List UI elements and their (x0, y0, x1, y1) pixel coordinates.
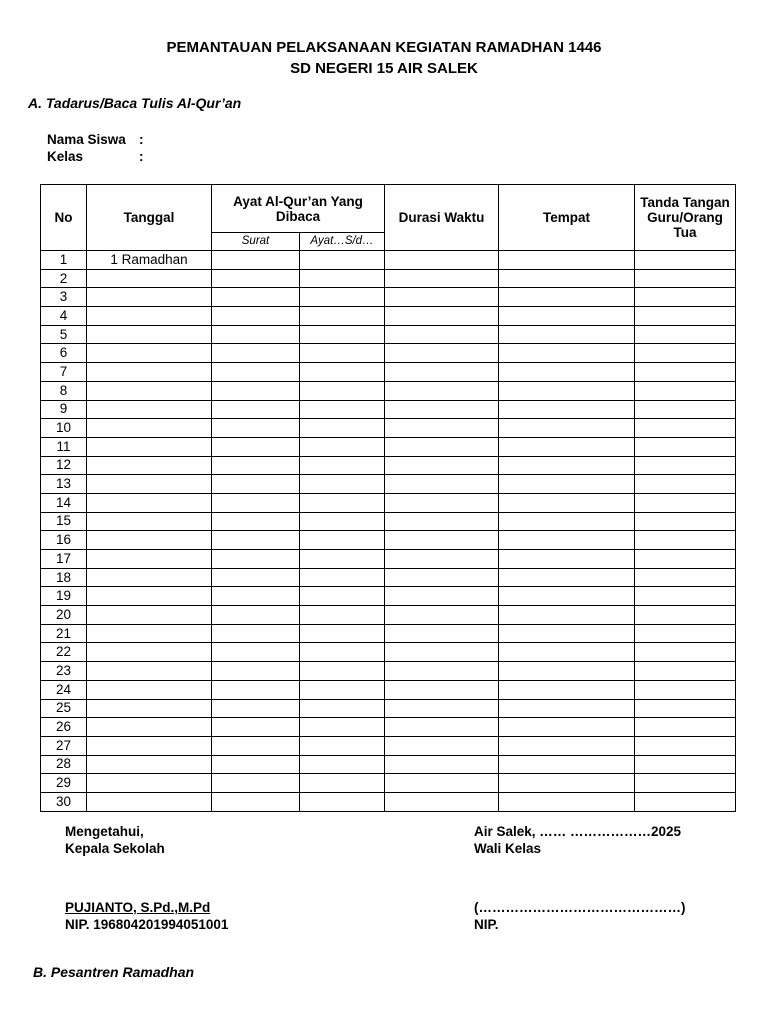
row-durasi-cell (385, 792, 499, 811)
row-durasi-cell (385, 755, 499, 774)
header-tempat: Tempat (499, 185, 635, 251)
row-date (87, 475, 212, 494)
row-ayat-cell (300, 400, 385, 419)
row-date (87, 288, 212, 307)
row-date (87, 363, 212, 382)
homeroom-title: Wali Kelas (474, 841, 542, 856)
header-surat: Surat (212, 233, 300, 251)
row-durasi-cell (385, 363, 499, 382)
row-ayat-cell (300, 550, 385, 569)
row-date (87, 419, 212, 438)
row-ayat-cell (300, 325, 385, 344)
row-date (87, 307, 212, 326)
table-row (41, 568, 736, 587)
row-surat-cell (212, 269, 300, 288)
place-date-line: Air Salek, …… ………………2025 (474, 824, 682, 839)
table-row (41, 288, 736, 307)
row-tempat-cell (499, 325, 635, 344)
row-surat-cell (212, 718, 300, 737)
header-durasi: Durasi Waktu (385, 185, 499, 251)
row-ayat-cell (300, 456, 385, 475)
row-durasi-cell (385, 419, 499, 438)
row-tempat-cell (499, 624, 635, 643)
row-ayat-cell (300, 680, 385, 699)
row-durasi-cell (385, 643, 499, 662)
table-row (41, 381, 736, 400)
row-date (87, 437, 212, 456)
row-signature-cell (635, 662, 736, 681)
row-durasi-cell (385, 325, 499, 344)
row-ayat-cell (300, 381, 385, 400)
row-date (87, 493, 212, 512)
row-ayat-cell (300, 792, 385, 811)
student-name-label: Nama Siswa (47, 132, 126, 147)
table-row (41, 307, 736, 326)
row-surat-cell (212, 307, 300, 326)
table-row (41, 475, 736, 494)
homeroom-nip: NIP. (474, 917, 499, 932)
table-row (41, 493, 736, 512)
header-tanda-tangan: Tanda Tangan Guru/Orang Tua (635, 185, 736, 251)
row-date (87, 512, 212, 531)
homeroom-signature (474, 899, 686, 933)
row-signature-cell (635, 381, 736, 400)
homeroom-name-blank: (………………………………………) (474, 900, 686, 915)
row-number: 24 (41, 680, 87, 699)
row-surat-cell (212, 419, 300, 438)
homeroom-block (474, 823, 681, 857)
tadarus-table (40, 184, 736, 812)
headmaster-nip: NIP. 196804201994051001 (65, 917, 229, 932)
row-durasi-cell (385, 718, 499, 737)
row-tempat-cell (499, 307, 635, 326)
row-signature-cell (635, 606, 736, 625)
table-row (41, 456, 736, 475)
row-signature-cell (635, 251, 736, 270)
table-row (41, 344, 736, 363)
headmaster-block (65, 823, 165, 857)
row-date: 1 Ramadhan (87, 251, 212, 270)
row-ayat-cell (300, 269, 385, 288)
row-signature-cell (635, 363, 736, 382)
row-durasi-cell (385, 400, 499, 419)
row-signature-cell (635, 680, 736, 699)
row-date (87, 344, 212, 363)
row-ayat-cell (300, 736, 385, 755)
row-durasi-cell (385, 587, 499, 606)
table-row (41, 550, 736, 569)
row-durasi-cell (385, 699, 499, 718)
row-number: 12 (41, 456, 87, 475)
school-name: SD NEGERI 15 AIR SALEK (290, 60, 478, 77)
row-tempat-cell (499, 550, 635, 569)
row-durasi-cell (385, 251, 499, 270)
row-surat-cell (212, 680, 300, 699)
row-durasi-cell (385, 512, 499, 531)
row-tempat-cell (499, 493, 635, 512)
row-signature-cell (635, 718, 736, 737)
row-number: 7 (41, 363, 87, 382)
row-tempat-cell (499, 587, 635, 606)
row-date (87, 774, 212, 793)
row-durasi-cell (385, 307, 499, 326)
row-number: 30 (41, 792, 87, 811)
table-row (41, 269, 736, 288)
row-tempat-cell (499, 419, 635, 438)
table-row (41, 680, 736, 699)
table-row (41, 419, 736, 438)
row-ayat-cell (300, 624, 385, 643)
row-durasi-cell (385, 269, 499, 288)
row-signature-cell (635, 512, 736, 531)
table-row (41, 251, 736, 270)
row-tempat-cell (499, 736, 635, 755)
row-number: 13 (41, 475, 87, 494)
row-tempat-cell (499, 680, 635, 699)
row-durasi-cell (385, 550, 499, 569)
row-tempat-cell (499, 643, 635, 662)
row-number: 17 (41, 550, 87, 569)
row-surat-cell (212, 344, 300, 363)
row-ayat-cell (300, 288, 385, 307)
table-row (41, 643, 736, 662)
row-signature-cell (635, 699, 736, 718)
row-signature-cell (635, 736, 736, 755)
table-row (41, 792, 736, 811)
row-signature-cell (635, 568, 736, 587)
row-date (87, 736, 212, 755)
row-tempat-cell (499, 251, 635, 270)
row-number: 22 (41, 643, 87, 662)
header-ayat-sd: Ayat…S/d… (300, 233, 385, 251)
row-ayat-cell (300, 568, 385, 587)
row-date (87, 587, 212, 606)
row-signature-cell (635, 755, 736, 774)
row-signature-cell (635, 307, 736, 326)
row-date (87, 718, 212, 737)
row-tempat-cell (499, 512, 635, 531)
row-tempat-cell (499, 288, 635, 307)
row-date (87, 624, 212, 643)
row-number: 9 (41, 400, 87, 419)
row-tempat-cell (499, 606, 635, 625)
row-ayat-cell (300, 587, 385, 606)
acknowledged-label: Mengetahui, (65, 824, 144, 839)
row-date (87, 680, 212, 699)
section-a-heading: A. Tadarus/Baca Tulis Al-Qur’an (28, 95, 242, 111)
row-number: 3 (41, 288, 87, 307)
row-signature-cell (635, 325, 736, 344)
row-surat-cell (212, 363, 300, 382)
row-tempat-cell (499, 792, 635, 811)
row-date (87, 568, 212, 587)
row-durasi-cell (385, 662, 499, 681)
row-ayat-cell (300, 493, 385, 512)
row-signature-cell (635, 774, 736, 793)
row-number: 28 (41, 755, 87, 774)
row-durasi-cell (385, 344, 499, 363)
table-row (41, 531, 736, 550)
row-number: 1 (41, 251, 87, 270)
headmaster-signature (65, 899, 228, 933)
row-number: 25 (41, 699, 87, 718)
row-surat-cell (212, 325, 300, 344)
row-surat-cell (212, 755, 300, 774)
row-tempat-cell (499, 363, 635, 382)
row-signature-cell (635, 344, 736, 363)
row-ayat-cell (300, 643, 385, 662)
row-durasi-cell (385, 288, 499, 307)
row-tempat-cell (499, 568, 635, 587)
row-durasi-cell (385, 624, 499, 643)
row-number: 23 (41, 662, 87, 681)
row-tempat-cell (499, 381, 635, 400)
row-durasi-cell (385, 493, 499, 512)
row-number: 19 (41, 587, 87, 606)
row-surat-cell (212, 699, 300, 718)
row-number: 21 (41, 624, 87, 643)
table-row (41, 774, 736, 793)
row-ayat-cell (300, 606, 385, 625)
row-surat-cell (212, 475, 300, 494)
table-row (41, 512, 736, 531)
row-signature-cell (635, 419, 736, 438)
row-surat-cell (212, 531, 300, 550)
row-surat-cell (212, 606, 300, 625)
table-row (41, 755, 736, 774)
row-number: 8 (41, 381, 87, 400)
row-surat-cell (212, 643, 300, 662)
row-ayat-cell (300, 755, 385, 774)
row-number: 16 (41, 531, 87, 550)
row-tempat-cell (499, 774, 635, 793)
row-durasi-cell (385, 531, 499, 550)
row-ayat-cell (300, 437, 385, 456)
row-signature-cell (635, 550, 736, 569)
row-date (87, 531, 212, 550)
row-surat-cell (212, 251, 300, 270)
row-signature-cell (635, 792, 736, 811)
row-number: 11 (41, 437, 87, 456)
class-colon: : (139, 149, 144, 164)
row-date (87, 325, 212, 344)
row-signature-cell (635, 456, 736, 475)
row-date (87, 755, 212, 774)
row-surat-cell (212, 456, 300, 475)
row-number: 14 (41, 493, 87, 512)
row-durasi-cell (385, 437, 499, 456)
row-date (87, 381, 212, 400)
table-row (41, 699, 736, 718)
row-ayat-cell (300, 699, 385, 718)
class-field (47, 148, 144, 165)
row-date (87, 662, 212, 681)
row-signature-cell (635, 643, 736, 662)
header-ayat: Ayat Al-Qur’an Yang Dibaca (212, 185, 385, 233)
row-surat-cell (212, 662, 300, 681)
row-ayat-cell (300, 531, 385, 550)
row-date (87, 606, 212, 625)
row-signature-cell (635, 437, 736, 456)
row-durasi-cell (385, 456, 499, 475)
row-durasi-cell (385, 475, 499, 494)
row-number: 2 (41, 269, 87, 288)
row-tempat-cell (499, 662, 635, 681)
row-number: 26 (41, 718, 87, 737)
row-signature-cell (635, 288, 736, 307)
row-number: 27 (41, 736, 87, 755)
table-row (41, 606, 736, 625)
row-surat-cell (212, 624, 300, 643)
row-tempat-cell (499, 755, 635, 774)
table-row (41, 363, 736, 382)
row-signature-cell (635, 624, 736, 643)
document-title: PEMANTAUAN PELAKSANAAN KEGIATAN RAMADHAN 1446 (166, 39, 602, 56)
row-signature-cell (635, 531, 736, 550)
table-row (41, 437, 736, 456)
row-durasi-cell (385, 774, 499, 793)
row-surat-cell (212, 400, 300, 419)
row-surat-cell (212, 587, 300, 606)
row-signature-cell (635, 269, 736, 288)
row-number: 10 (41, 419, 87, 438)
row-surat-cell (212, 493, 300, 512)
row-ayat-cell (300, 475, 385, 494)
row-number: 5 (41, 325, 87, 344)
section-b-heading: B. Pesantren Ramadhan (33, 964, 195, 980)
row-signature-cell (635, 475, 736, 494)
row-surat-cell (212, 736, 300, 755)
row-surat-cell (212, 288, 300, 307)
row-surat-cell (212, 550, 300, 569)
row-number: 29 (41, 774, 87, 793)
table-row (41, 400, 736, 419)
row-ayat-cell (300, 307, 385, 326)
table-row (41, 587, 736, 606)
row-number: 20 (41, 606, 87, 625)
row-signature-cell (635, 400, 736, 419)
student-name-field (47, 131, 144, 148)
row-tempat-cell (499, 269, 635, 288)
row-durasi-cell (385, 606, 499, 625)
headmaster-name: PUJIANTO, S.Pd.,M.Pd (65, 900, 211, 915)
student-name-colon: : (139, 132, 144, 147)
table-row (41, 325, 736, 344)
row-tempat-cell (499, 531, 635, 550)
row-surat-cell (212, 437, 300, 456)
header-no: No (41, 185, 87, 251)
row-signature-cell (635, 493, 736, 512)
header-tanggal: Tanggal (87, 185, 212, 251)
row-tempat-cell (499, 344, 635, 363)
row-ayat-cell (300, 512, 385, 531)
row-date (87, 643, 212, 662)
row-ayat-cell (300, 344, 385, 363)
headmaster-title: Kepala Sekolah (65, 841, 165, 856)
table-row (41, 736, 736, 755)
row-durasi-cell (385, 736, 499, 755)
table-row (41, 718, 736, 737)
row-tempat-cell (499, 475, 635, 494)
row-surat-cell (212, 512, 300, 531)
row-tempat-cell (499, 718, 635, 737)
row-ayat-cell (300, 718, 385, 737)
row-date (87, 699, 212, 718)
row-surat-cell (212, 381, 300, 400)
class-label: Kelas (47, 149, 84, 164)
row-tempat-cell (499, 456, 635, 475)
row-date (87, 550, 212, 569)
row-ayat-cell (300, 419, 385, 438)
row-tempat-cell (499, 400, 635, 419)
row-date (87, 792, 212, 811)
table-row (41, 624, 736, 643)
row-surat-cell (212, 568, 300, 587)
row-surat-cell (212, 792, 300, 811)
row-ayat-cell (300, 363, 385, 382)
row-number: 18 (41, 568, 87, 587)
row-ayat-cell (300, 251, 385, 270)
row-tempat-cell (499, 699, 635, 718)
row-tempat-cell (499, 437, 635, 456)
row-number: 15 (41, 512, 87, 531)
row-number: 4 (41, 307, 87, 326)
row-number: 6 (41, 344, 87, 363)
row-surat-cell (212, 774, 300, 793)
table-row (41, 662, 736, 681)
row-date (87, 400, 212, 419)
row-durasi-cell (385, 680, 499, 699)
row-date (87, 456, 212, 475)
row-durasi-cell (385, 568, 499, 587)
row-durasi-cell (385, 381, 499, 400)
row-date (87, 269, 212, 288)
row-ayat-cell (300, 662, 385, 681)
row-ayat-cell (300, 774, 385, 793)
row-signature-cell (635, 587, 736, 606)
